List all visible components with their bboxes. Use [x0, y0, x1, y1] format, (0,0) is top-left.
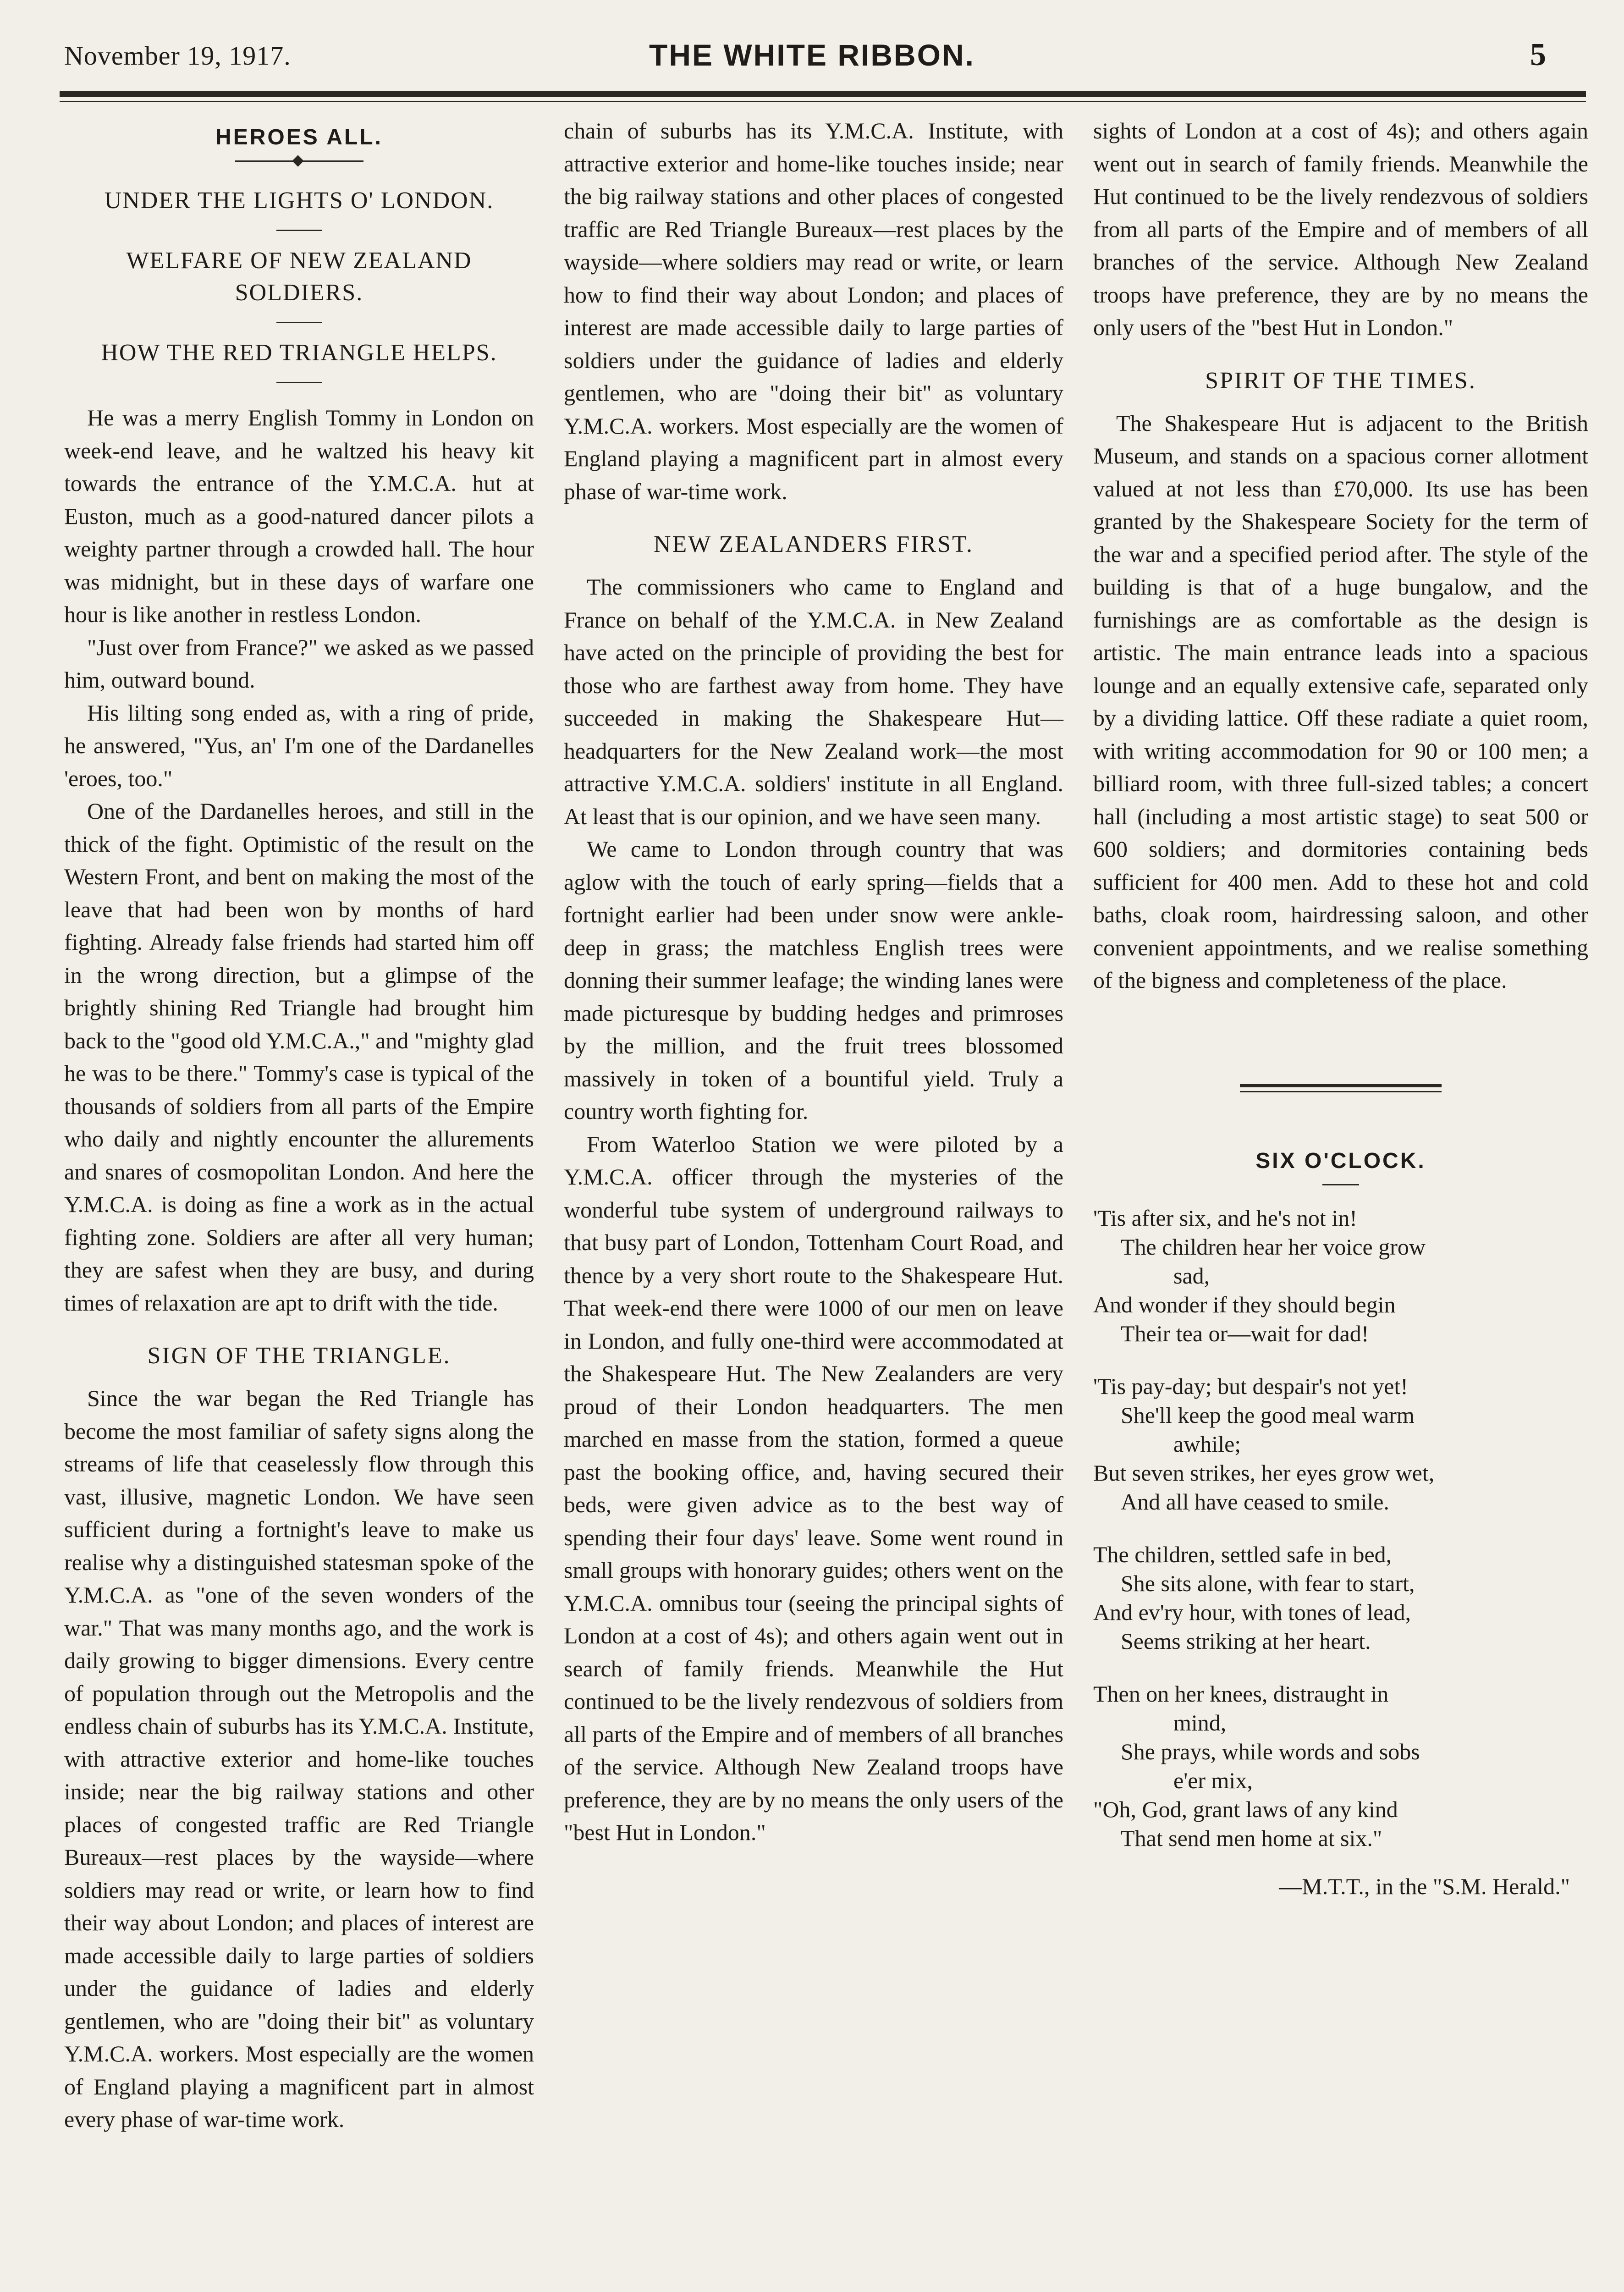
page-number: 5: [1530, 37, 1546, 72]
issue-date: November 19, 1917.: [64, 41, 291, 71]
paragraph-3: His lilting song ended as, with a ring of pride, he answered, "Yus, an' I'm one of the Dardanelles 'eroes, too.": [64, 700, 534, 791]
paragraph-7: We came to London through country that was aglow with the touch of early spring—fields that a fortnight earlier had been under snow were ankle-deep in grass; the matchless English trees were donning their summer leafage; the winding lanes were made picturesque by budding hedges and primroses by the million, and the fruit trees blossomed massively in token of a bountiful yield. Truly a country worth fighting for.: [564, 836, 1063, 1124]
paragraph-5: Since the war began the Red Triangle has become the most familiar of safety signs along the streams of life that ceaselessly flow through this vast, illusive, magnetic London. We have seen sufficient during a fortnight's leave to make us realise why a distinguished statesman spoke of the Y.M.C.A. as "one of the seven wonders of the war." That was many months ago, and the work is daily growing to bigger dimensions. Every centre of population through out the Metropolis and the endless chain of suburbs has its Y.M.C.A. Institute, with attractive exterior and home-like touches inside; near the big railway stations and other places of congested traffic are Red Triangle Bureaux—rest places by the wayside—where soldiers may read or write, or learn how to find their way about London; and places of interest are made accessible daily to large parties of soldiers under the guidance of ladies and elderly gentlemen, who are "doing their bit" as voluntary Y.M.C.A. workers. Most especially are the women of England playing a magnificent part in almost every phase of war-time work.: [64, 1385, 534, 2132]
divider: [276, 382, 322, 383]
poem-stanza-4: [1093, 1680, 1588, 1853]
poem-attribution: —M.T.T., in the "S.M. Herald.": [1279, 1873, 1570, 1899]
section-heading-spirit-of-times: SPIRIT OF THE TIMES.: [1205, 367, 1476, 394]
poem-line: That send men home at six.": [1121, 1825, 1382, 1851]
masthead-rule-thick: [60, 91, 1586, 97]
poem-line: e'er mix,: [1173, 1767, 1253, 1793]
poem-line: And all have ceased to smile.: [1121, 1488, 1389, 1515]
section-heading-new-zealanders-first: NEW ZEALANDERS FIRST.: [653, 531, 974, 557]
paragraph-8-continued: sights of London at a cost of 4s); and others again went out in search of family friends. Meanwhile the Hut continued to be the lively rendezvous of soldiers from all parts of the Empire and of members of all branches of the service. Although New Zealand troops have preference, they are by no means the only users of the "best Hut in London.": [1093, 118, 1588, 340]
double-rule-divider: [1240, 1084, 1442, 1092]
divider: [1322, 1184, 1359, 1185]
article-kicker: HEROES ALL.: [215, 125, 383, 149]
poem-line: 'Tis pay-day; but despair's not yet!: [1093, 1373, 1408, 1399]
poem-line: The children hear her voice grow: [1121, 1234, 1426, 1260]
paragraph-1: He was a merry English Tommy in London on week-end leave, and he waltzed his heavy kit towards the entrance of the Y.M.C.A. hut at Euston, much as a good-natured dancer pilots a weighty partner through a crowded hall. The hour was midnight, but in these days of warfare one hour is like another in restless London.: [64, 405, 534, 627]
paragraph-8: From Waterloo Station we were piloted by a Y.M.C.A. officer through the mysteries of the wonderful tube system of underground railways to that busy part of London, Tottenham Court Road, and thence by a very short route to the Shakespeare Hut. That week-end there were 1000 of our men on leave in London, and fully one-third were accommodated at the Shakespeare Hut. The New Zealanders are very proud of their London headquarters. The men marched en masse from the station, formed a queue past the booking office, and, having secured their beds, were given advice as to the best way of spending their four days' leave. Some went round in small groups with honorary guides; others went on the Y.M.C.A. omnibus tour (seeing the principal sights of London at a cost of 4s); and others again went out in search of family friends. Meanwhile the Hut continued to be the lively rendezvous of soldiers from all parts of the Empire and of members of all branches of the service. Although New Zealand troops have preference, they are by no means the only users of the "best Hut in London.": [564, 1131, 1063, 1845]
poem-line: Then on her knees, distraught in: [1093, 1680, 1389, 1707]
poem-line: Seems striking at her heart.: [1121, 1628, 1371, 1654]
poem-stanza-2: [1093, 1372, 1588, 1516]
article-subheading-3: HOW THE RED TRIANGLE HELPS.: [101, 340, 497, 366]
poem-stanza-1: [1093, 1204, 1588, 1348]
column-2: [564, 115, 1063, 1948]
poem-line: She sits alone, with fear to start,: [1121, 1570, 1415, 1596]
paragraph-9: The Shakespeare Hut is adjacent to the British Museum, and stands on a spacious corner allotment valued at not less than £70,000. Its use has been granted by the Shakespeare Society for the term of the war and a specified period after. The style of the building is that of a huge bungalow, and the furnishings are as comfortable as the design is artistic. The main entrance leads into a spacious lounge and an equally extensive cafe, separated only by a dividing lattice. Off these radiate a quiet room, with writing accommodation for 90 or 100 men; a billiard room, with three full-sized tables; a concert hall (including a most artistic stage) to seat 500 or 600 soldiers; and dormitories containing beds sufficient for 400 men. Add to these hot and cold baths, cloak room, hairdressing saloon, and other convenient appointments, and we realise something of the bigness and completeness of the place.: [1093, 410, 1588, 993]
poem-line: She'll keep the good meal warm: [1121, 1402, 1415, 1428]
paragraph-2: "Just over from France?" we asked as we passed him, outward bound.: [64, 634, 534, 693]
poem-line: And wonder if they should begin: [1093, 1291, 1396, 1317]
divider: [276, 322, 322, 323]
masthead: [0, 0, 1624, 92]
poem-stanza-3: [1093, 1540, 1588, 1656]
paragraph-6: The commissioners who came to England and France on behalf of the Y.M.C.A. in New Zealand have acted on the principle of providing the best for those who are farthest away from home. They have succeeded in making the Shakespeare Hut—headquarters for the New Zealand work—the most attractive Y.M.C.A. soldiers' institute in all England. At least that is our opinion, and we have seen many.: [564, 574, 1063, 829]
section-heading-sign-of-triangle: SIGN OF THE TRIANGLE.: [147, 1343, 451, 1369]
divider: [276, 230, 322, 231]
poem-line: The children, settled safe in bed,: [1093, 1541, 1392, 1567]
newspaper-title: THE WHITE RIBBON.: [649, 38, 975, 72]
poem-line: "Oh, God, grant laws of any kind: [1093, 1796, 1398, 1822]
column-1: [64, 115, 534, 2292]
article-subheading-2: WELFARE OF NEW ZEALAND SOLDIERS.: [126, 248, 472, 306]
poem-title: SIX O'CLOCK.: [1255, 1148, 1426, 1173]
paragraph-4: One of the Dardanelles heroes, and still in the thick of the fight. Optimistic of the result on the Western Front, and bent on making the most of the leave that had been won by months of hard fighting. Already false friends had started him off in the wrong direction, but a glimpse of the brightly shining Red Triangle had brought him back to the "good old Y.M.C.A.," and "mighty glad he was to be there." Tommy's case is typical of the thousands of soldiers from all parts of the Empire who daily and nightly encounter the allurements and snares of cosmopolitan London. And here the Y.M.C.A. is doing as fine a work as in the actual fighting zone. Soldiers are after all very human; they are safest when they are busy, and during times of relaxation are apt to drift with the tide.: [64, 798, 534, 1316]
article-subheading-1: UNDER THE LIGHTS O' LONDON.: [104, 187, 494, 214]
poem-line: But seven strikes, her eyes grow wet,: [1093, 1460, 1435, 1486]
paragraph-5-continued: chain of suburbs has its Y.M.C.A. Institute, with attractive exterior and home-like touches inside; near the big railway stations and other places of congested traffic are Red Triangle Bureaux—rest places by the wayside—where soldiers may read or write, or learn how to find their way about London; and places of interest are made accessible daily to large parties of soldiers under the guidance of ladies and elderly gentlemen, who are "doing their bit" as voluntary Y.M.C.A. workers. Most especially are the women of England playing a magnificent part in almost every phase of war-time work.: [564, 118, 1063, 504]
ornament-divider: [235, 160, 363, 162]
poem-line: sad,: [1173, 1262, 1210, 1289]
column-3: [1093, 115, 1588, 1901]
poem-line: 'Tis after six, and he's not in!: [1093, 1205, 1357, 1231]
poem-line: awhile;: [1173, 1431, 1241, 1457]
poem-six-oclock: [1093, 1204, 1588, 1901]
poem-line: Their tea or—wait for dad!: [1121, 1320, 1369, 1346]
poem-line: mind,: [1173, 1709, 1227, 1736]
masthead-rule-thin: [60, 101, 1586, 102]
poem-line: And ev'ry hour, with tones of lead,: [1093, 1599, 1411, 1625]
poem-line: She prays, while words and sobs: [1121, 1738, 1420, 1764]
